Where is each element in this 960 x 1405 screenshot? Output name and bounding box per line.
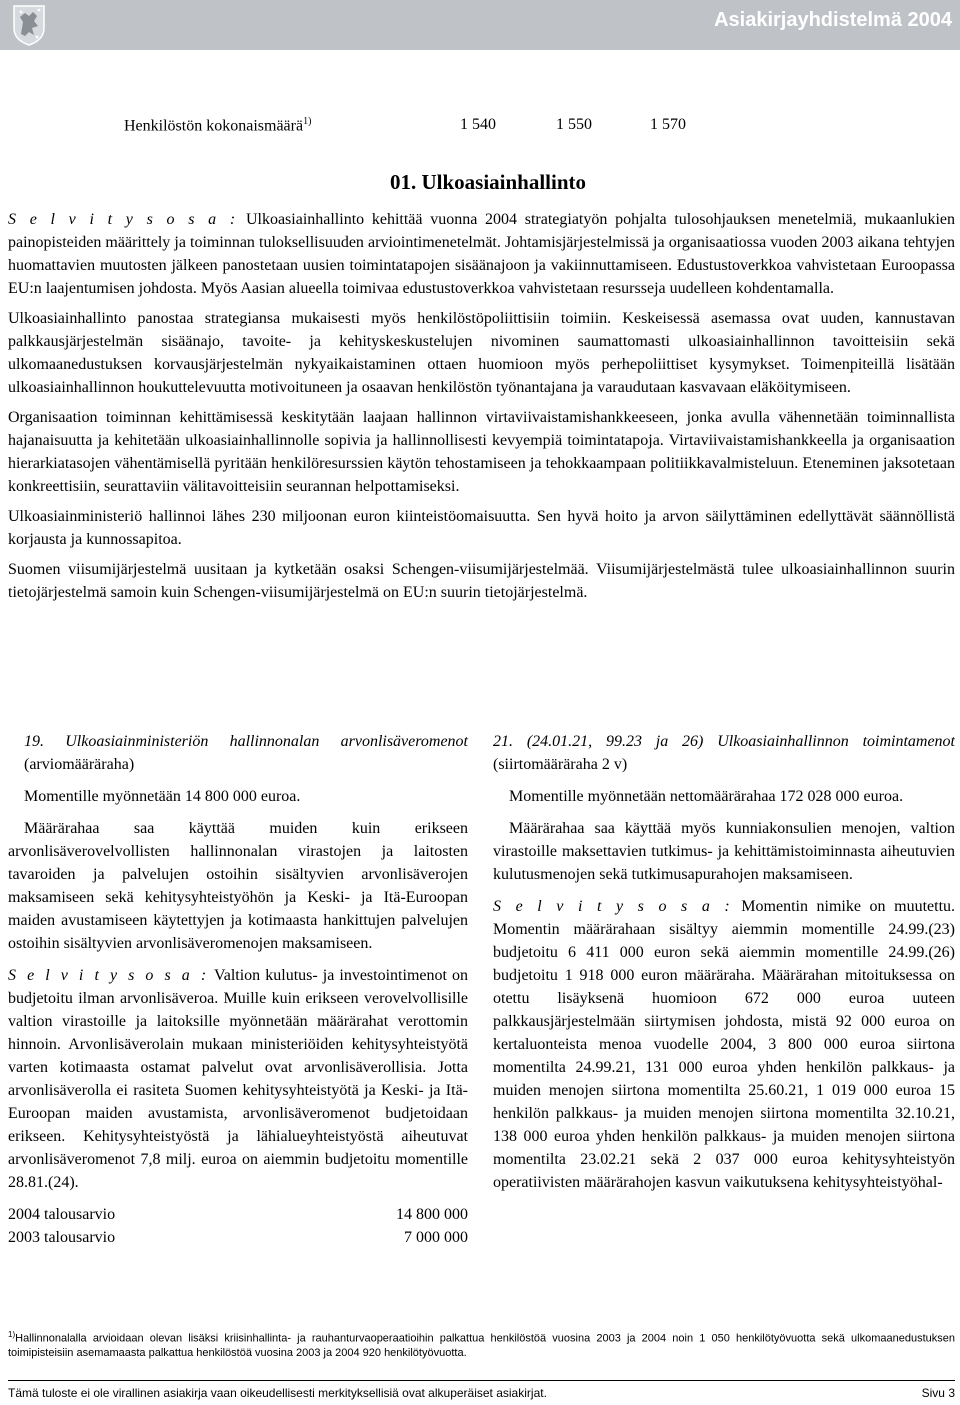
body-paragraph: Organisaation toiminnan kehittämisessä keskitytään laajaan hallinnon virtaviivaistamishankkeeseen, jonka avulla vähennetään toiminnallista hajanaisuutta ja kehitetään ulkoasiainhallinnolle sopivia ja hallinnollisesti kevyempiä toimintatapoja. Virtaviivaistamishankkeella ja organisaation hierarkiatasojen vähentämisellä pyritään henkilöresurssien käytön tehostamiseen ja tehokkaampaan politiikkavalmisteluun. Eteneminen jaksotetaan konkreettisiin, seurattaviin välitavoitteisiin seurannan helpottamiseksi.: [8, 409, 955, 495]
selvitysosa-label: S e l v i t y s o s a :: [493, 898, 733, 915]
item-21-heading: 21. (24.01.21, 99.23 ja 26) Ulkoasiainhallinnon toimintamenot (siirtomääräraha 2 v): [493, 733, 955, 773]
footnote-text: Hallinnonalalla arvioidaan olevan lisäksi kriisinhallinta- ja rauhanturvaoperaatioihin palkattua henkilöstöä vuosina 2003 ja 2004 noin 1 050 henkilötyövuotta sekä ulkomaanedustuksen toimipisteisiin asemamaasta palkattua henkilöstöä vuosina 2003 ja 2004 920 henkilötyövuotta.: [8, 1332, 955, 1359]
lion-crest-icon: [12, 4, 46, 46]
footnote: [8, 1328, 955, 1360]
budget-row: [8, 1226, 468, 1249]
budget-value: 14 800 000: [396, 1206, 468, 1223]
item-19-heading: 19. Ulkoasiainministeriön hallinnonalan arvonlisäveromenot (arviomääräraha): [24, 733, 468, 773]
body-paragraph: S e l v i t y s o s a : Ulkoasiainhallinto kehittää vuonna 2004 strategiatyön pohjalta tulosohjauksen menetelmiä, mukaanlukien painopisteiden määrittely ja toiminnan tuloksellisuuden arviointimenetelmät. Johtamisjärjestelmissä ja organisaatiossa vuoden 2003 aikana tehtyjen huomattavien muutosten jälkeen panostetaan uusien toimintatapojen sisäänajoon ja vakiinnuttamiseen. Edustustoverkkoa vahvistetaan Euroopassa EU:n laajentumisen johdosta. Myös Aasian alueella toimivaa edustustoverkkoa vahvistetaan resursseja uudelleen kohdentamalla.: [8, 211, 956, 297]
section-heading: 01. Ulkoasiainhallinto: [389, 170, 587, 194]
body-paragraph: Suomen viisumijärjestelmä uusitaan ja kytketään osaksi Schengen-viisumijärjestelmää. Viisumijärjestelmästä tulee ulkoasiainhallinnon suurin tietojärjestelmä samoin kuin Schengen-viisumijärjestelmä on EU:n suurin tietojärjestelmä.: [8, 561, 955, 601]
staff-total-2005: 1 570: [650, 116, 686, 133]
staff-total-row: [0, 116, 960, 138]
body-paragraph: Ulkoasiainministeriö hallinnoi lähes 230 miljoonan euron kiinteistöomaisuutta. Sen hyvä hoito ja arvon säilyttäminen edellyttävät säännöllistä korjausta ja kunnossapitoa.: [8, 508, 955, 548]
staff-total-2004: 1 550: [556, 116, 592, 133]
page-number: Sivu 3: [921, 1386, 955, 1400]
budget-row: [8, 1203, 468, 1226]
item-19-usage: Määrärahaa saa käyttää muiden kuin erikseen arvonlisäverovelvollisten hallinnonalan virastojen ja laitosten tavaroiden ja palvelujen ostoihin sisältyvien arvonlisäverojen maksamiseen sekä kehitysyhteistyöhön ja Keski- ja Itä-Euroopan maiden avustamiseen käytettyjen ja kotimaasta hankittujen palvelujen ostoihin sisältyvien arvonlisäveromenojen maksamiseen.: [8, 820, 468, 952]
budget-value: 7 000 000: [404, 1229, 468, 1246]
document-title: Asiakirjayhdistelmä 2004: [714, 9, 952, 31]
item-19-appropriation: Momentille myönnetään 14 800 000 euroa.: [24, 788, 301, 805]
budget-label: 2003 talousarvio: [8, 1229, 116, 1246]
section-body: [8, 208, 955, 611]
budget-table: [8, 1203, 468, 1249]
right-column: [493, 730, 955, 1315]
item-21-explanation: S e l v i t y s o s a : Momentin nimike on muutettu. Momentin määrärahaan sisältyy aiemmin momentille 24.99.(23) budjetoitu 6 411 000 euron sekä aiemmin momentille 24.99.(26) budjetoitu 1 918 000 euron määräraha. Määrärahan mitoituksessa on otettu lisäyksenä huomioon 672 000 euroa uuteen palkkausjärjestelmään siirtymisen johdosta, mistä 92 000 euroa on kertaluonteista menoa vuodelle 2004, 3 800 000 euroa siirtona momentilta 24.99.21, 131 000 euroa yhden henkilön palkkaus- ja muiden menojen siirtona momentilta 25.60.21, 1 019 000 euroa 15 henkilön palkkaus- ja muiden menojen siirtona momentilta 32.10.21, 138 000 euroa yhden henkilön palkkaus- ja muiden menojen siirtona momentilta 23.02.21 sekä 2 037 000 euroa kehitysyhteistyön operatiivisten määrärahojen kasvun vaikutuksena kehitysyhteistyöhal-: [493, 898, 955, 1191]
item-21-appropriation: Momentille myönnetään nettomäärärahaa 172 028 000 euroa.: [509, 788, 904, 805]
page-footer: [8, 1386, 955, 1404]
item-19-explanation: S e l v i t y s o s a : Valtion kulutus- ja investointimenot on budjetoitu ilman arvonlisäveroa. Muille kuin erikseen verovelvollisille valtion virastoille ja laitoksille myönnetään määrärahat verottomin hinnoin. Arvonlisäverolain mukaan ministeriöiden kehitysyhteistyötä varten kotimaasta ostamat palvelut ovat arvonlisäverollisia. Jotta arvonlisäverolla ei rasiteta Suomen kehitysyhteistyötä ja Keski- ja Itä-Euroopan maiden avustamista, arvonlisäveromenot budjetoidaan erikseen. Kehitysyhteistyöstä ja lähialueyhteistyöstä aiheutuvat arvonlisäveromenot 7,8 milj. euroa on aiemmin budjetoitu momentille 28.81.(24).: [8, 967, 469, 1191]
item-21-usage: Määrärahaa saa käyttää myös kunniakonsulien menojen, valtion virastoille maksettavien tutkimus- ja kehittämistoiminnasta aiheutuvien kulutusmenojen sekä tutkimusapurahojen maksamiseen.: [493, 820, 955, 883]
left-column: [8, 730, 468, 1249]
selvitysosa-label: S e l v i t y s o s a :: [8, 967, 210, 984]
selvitysosa-label: S e l v i t y s o s a :: [8, 211, 239, 228]
footnote-ref: 1): [303, 116, 312, 127]
staff-total-2003: 1 540: [460, 116, 496, 133]
footnote-marker: 1): [8, 1330, 16, 1339]
footer-divider: [8, 1380, 955, 1381]
staff-total-label: Henkilöstön kokonaismäärä$^{1)}$: [124, 116, 312, 135]
budget-label: 2004 talousarvio: [8, 1206, 116, 1223]
body-paragraph: Ulkoasiainhallinto panostaa strategiansa mukaisesti myös henkilöstöpoliittisiin toimiin. Keskeisessä asemassa ovat uuden, kannustavan palkkausjärjestelmän sisäänajo, tavoite- ja kehityskeskustelujen nivominen saumattomasti ulkoasiainhallinnon tavoitteisiin sekä ulkomaanedustuksen korvausjärjestelmän nykyaikaistaminen ottaen huomioon myös perhepoliittiset kysymykset. Toimenpiteillä lisätään ulkoasiainhallinnon houkuttelevuutta motivoituneen ja osaavan henkilöstön työnantajana ja varaudutaan kasvavaan eläköitymiseen.: [8, 310, 955, 396]
footer-disclaimer: Tämä tuloste ei ole virallinen asiakirja vaan oikeudellisesti merkityksellisiä ovat alkuperäiset asiakirjat.: [8, 1386, 547, 1400]
header-band: [0, 0, 960, 50]
